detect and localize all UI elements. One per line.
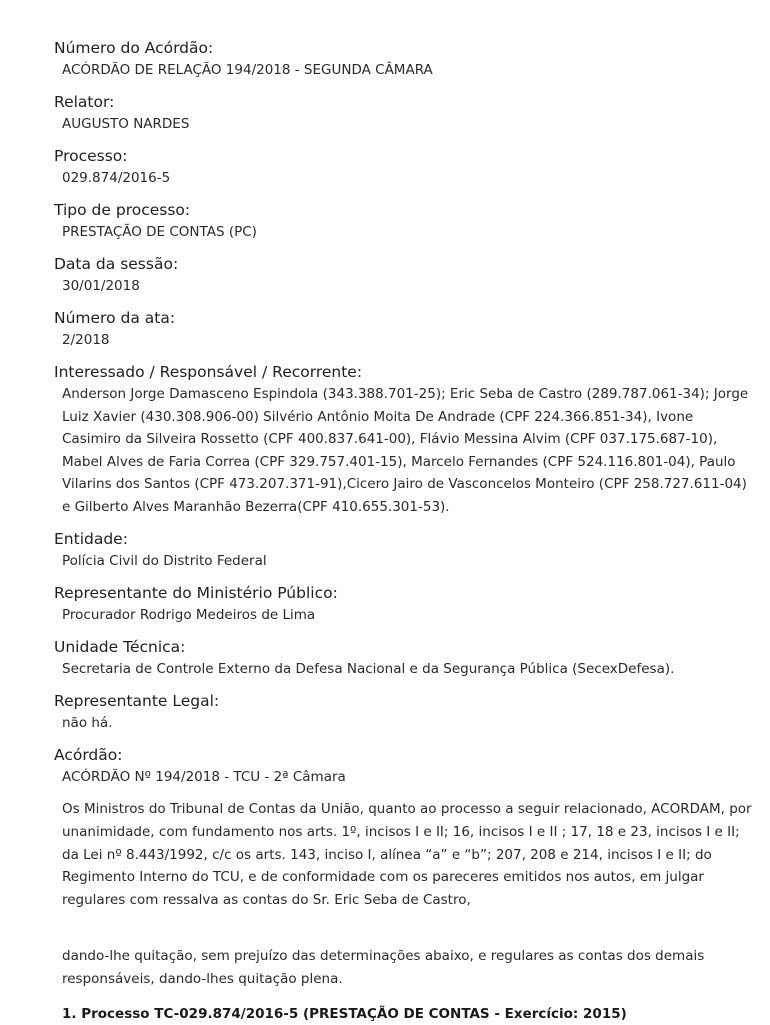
acordao-paragraph: Os Ministros do Tribunal de Contas da União, quanto ao processo a seguir relacionado, ACORDAM, por unanimidade, com fundamento nos arts. 1º, incisos I e II; 16, incisos I e II ; 17, 18 e 23, incisos I e II; da Lei nº 8.443/1992, c/c os arts. 143, inciso I, alínea “a” e “b”; 207, 208 e 214, incisos I e II; do Regimento Interno do TCU, e de conformidade com os pareceres emitidos nos autos, em julgar regulares com ressalva as contas do Sr. Eric Seba de Castro, [62,801,752,909]
field-value: 30/01/2018 [62,278,140,294]
field-value: Polícia Civil do Distrito Federal [62,553,267,569]
field-label: Entidade: [54,530,128,548]
field-label: Processo: [54,147,128,165]
field-label: Data da sessão: [54,255,179,273]
field-label: Unidade Técnica: [54,638,186,656]
quitacao-paragraph: dando-lhe quitação, sem prejuízo das determinações abaixo, e regulares as contas dos demais responsáveis, dando-lhes quitação plena. [62,947,705,987]
field-label: Relator: [54,93,115,111]
field-processo [54,145,754,189]
field-representante-legal [54,690,754,734]
field-value: 2/2018 [62,332,110,348]
field-entidade [54,528,754,572]
field-value: Secretaria de Controle Externo da Defesa Nacional e da Segurança Pública (SecexDefesa). [62,661,675,677]
field-label: Representante Legal: [54,692,220,710]
field-value: Procurador Rodrigo Medeiros de Lima [62,607,316,623]
field-value: não há. [62,715,113,731]
field-value: PRESTAÇÃO DE CONTAS (PC) [62,224,257,240]
field-value: ACÓRDÃO DE RELAÇÃO 194/2018 - SEGUNDA CÂMARA [62,62,433,78]
field-relator [54,91,754,135]
acordao-document [54,37,754,1025]
field-label: Interessado / Responsável / Recorrente: [54,363,363,381]
field-tipo-processo [54,199,754,243]
field-acordao [54,744,754,788]
field-label: Número da ata: [54,309,176,327]
field-value: ACÓRDÃO Nº 194/2018 - TCU - 2ª Câmara [62,769,346,785]
field-label: Acórdão: [54,746,123,764]
field-numero-acordao [54,37,754,81]
field-data-sessao [54,253,754,297]
field-value: 029.874/2016-5 [62,170,171,186]
field-ministerio-publico [54,582,754,626]
field-label: Número do Acórdão: [54,39,214,57]
field-value: AUGUSTO NARDES [62,116,190,132]
field-numero-ata [54,307,754,351]
field-value: Anderson Jorge Damasceno Espindola (343.388.701-25); Eric Seba de Castro (289.787.061-34); Jorge Luiz Xavier (430.308.906-00) Silvério Antônio Moita De Andrade (CPF 224.366.851-34), Ivone Casimiro da Silveira Rossetto (CPF 400.837.641-00), Flávio Messina Alvim (CPF 037.175.687-10), Mabel Alves de Faria Correa (CPF 329.757.401-15), Marcelo Fernandes (CPF 524.116.801-04), Paulo Vilarins dos Santos (CPF 473.207.371-91),Cicero Jairo de Vasconcelos Monteiro (CPF 258.727.611-04) e Gilberto Alves Maranhão Bezerra(CPF 410.655.301-53). [62,386,749,515]
field-label: Representante do Ministério Público: [54,584,338,602]
field-interessados [54,361,754,518]
field-label: Tipo de processo: [54,201,191,219]
section-heading: 1. Processo TC-029.874/2016-5 (PRESTAÇÃO DE CONTAS - Exercício: 2015) [62,1005,627,1022]
field-unidade-tecnica [54,636,754,680]
